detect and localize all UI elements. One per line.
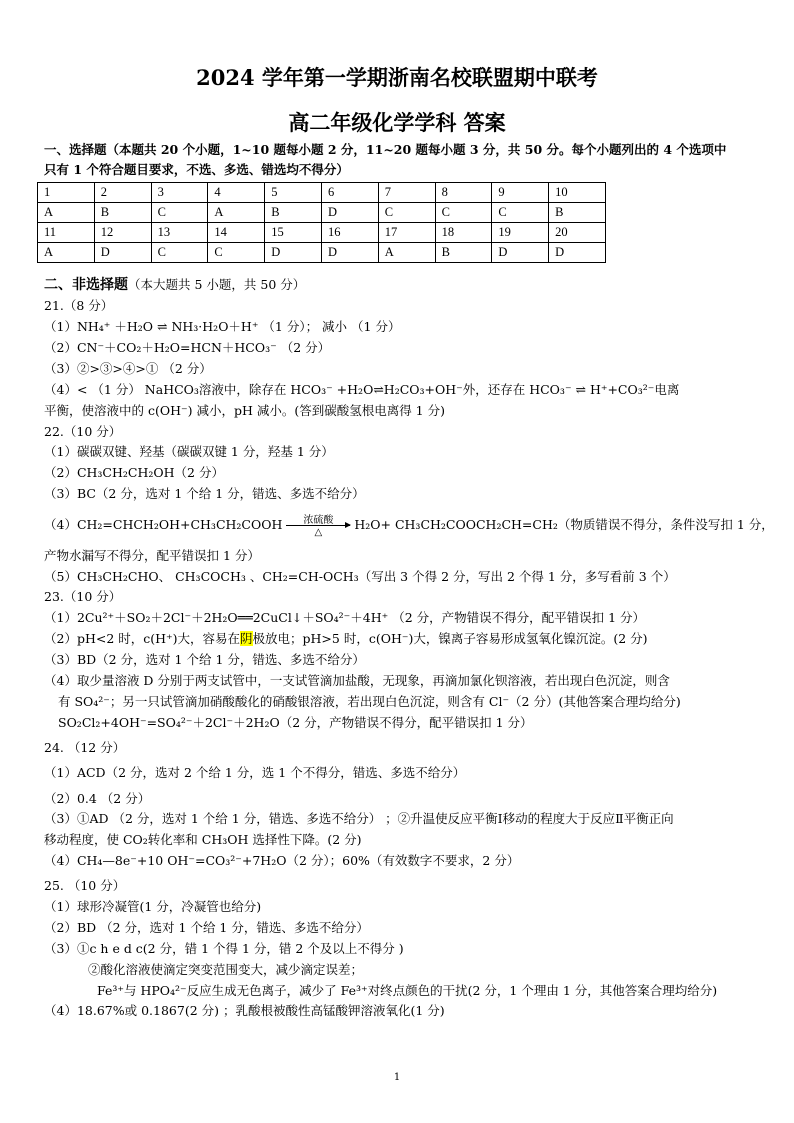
q21-answer-1: （1）NH₄⁺ ＋H₂O ⇌ NH₃·H₂O＋H⁺ （1 分）； 减小 （1 分） <box>44 319 401 334</box>
table-cell: C <box>208 243 265 263</box>
q23-answer-4: （4）取少量溶液 D 分别于两支试管中，一支试管滴加盐酸，无现象，再滴加氯化钡溶液，若出现白色沉淀，则含 <box>44 673 670 688</box>
q25-answer-3-reason1: ②酸化溶液使滴定突变范围变大，减少滴定误差； <box>88 962 364 977</box>
q24-answer-1: （1）ACD（2 分，选对 2 个给 1 分，选 1 个不得分，错选、多选不给分） <box>44 765 466 780</box>
q24-answer-3-cont: 移动程度，使 CO₂转化率和 CH₃OH 选择性下降。(2 分) <box>44 832 362 847</box>
q22-products: H₂O+ CH₃CH₂COOCH₂CH=CH₂（物质错误不得分，条件没写扣 1 分， <box>354 517 774 532</box>
section1-heading-line1: 一、选择题（本题共 20 个小题，1~10 题每小题 2 分，11~20 题每小题 3 分，共 50 分。每个小题列出的 4 个选项中 <box>44 142 727 157</box>
q21-heading: 21.（8 分） <box>44 298 114 313</box>
q22-answer-4-cont: 产物水漏写不得分，配平错误扣 1 分） <box>44 548 260 563</box>
answer-table <box>37 182 606 263</box>
table-cell: 4 <box>208 183 265 203</box>
section2-heading <box>44 276 752 294</box>
table-cell: B <box>549 203 606 223</box>
q21-answer-3: （3）②>③>④>① （2 分） <box>44 361 212 376</box>
table-cell: D <box>549 243 606 263</box>
q25-answer-1: （1）球形冷凝管(1 分，冷凝管也给分) <box>44 899 262 914</box>
table-cell: 2 <box>94 183 151 203</box>
table-cell: 19 <box>492 223 549 243</box>
table-cell: 13 <box>151 223 208 243</box>
section1-heading-line2: 只有 1 个符合题目要求，不选、多选、错选均不得分） <box>44 162 349 177</box>
table-cell: 5 <box>265 183 322 203</box>
table-cell: 18 <box>435 223 492 243</box>
table-cell: C <box>492 203 549 223</box>
section2-title: 二、非选择题 <box>44 277 128 293</box>
table-row <box>38 223 606 243</box>
table-row <box>38 203 606 223</box>
q23-answer-4-equation: SO₂Cl₂+4OH⁻=SO₄²⁻＋2Cl⁻＋2H₂O（2 分，产物错误不得分，配平错误扣 1 分） <box>58 715 533 730</box>
table-cell: 6 <box>321 183 378 203</box>
table-cell: 15 <box>265 223 322 243</box>
table-cell: A <box>378 243 435 263</box>
q23-answer-4-cont: 有 SO₄²⁻；另一只试管滴加硝酸酸化的硝酸银溶液，若出现白色沉淀，则含有 Cl⁻（2 分）(其他答案合理均给分) <box>58 694 681 709</box>
table-cell: D <box>321 203 378 223</box>
table-row <box>38 243 606 263</box>
reaction-condition-arrow <box>286 515 350 538</box>
table-cell: A <box>208 203 265 223</box>
table-cell: 3 <box>151 183 208 203</box>
table-cell: D <box>492 243 549 263</box>
table-cell: A <box>38 203 95 223</box>
table-cell: 17 <box>378 223 435 243</box>
table-cell: C <box>151 203 208 223</box>
table-cell: B <box>435 243 492 263</box>
q25-heading: 25. （10 分） <box>44 878 126 893</box>
table-cell: D <box>321 243 378 263</box>
table-cell: 8 <box>435 183 492 203</box>
table-cell: 1 <box>38 183 95 203</box>
table-row <box>38 183 606 203</box>
table-cell: 20 <box>549 223 606 243</box>
table-cell: C <box>435 203 492 223</box>
q25-answer-2: （2）BD （2 分，选对 1 个给 1 分，错选、多选不给分） <box>44 920 369 935</box>
q24-heading: 24. （12 分） <box>44 740 126 755</box>
q23-answer-1: （1）2Cu²⁺＋SO₂＋2Cl⁻＋2H₂O══2CuCl↓＋SO₄²⁻＋4H⁺ （2 分，产物错误不得分，配平错误扣 1 分） <box>44 610 646 625</box>
table-cell: 7 <box>378 183 435 203</box>
q22-answer-1: （1）碳碳双键、羟基（碳碳双键 1 分，羟基 1 分） <box>44 444 334 459</box>
q21-answer-2: （2）CN⁻＋CO₂＋H₂O=HCN＋HCO₃⁻ （2 分） <box>44 340 331 355</box>
table-cell: 10 <box>549 183 606 203</box>
condition-catalyst: 浓硫酸 <box>303 515 334 526</box>
highlighted-text: 阴 <box>240 631 253 646</box>
page-title: 2024 学年第一学期浙南名校联盟期中联考 <box>196 65 598 90</box>
q22-heading: 22.（10 分） <box>44 424 122 439</box>
table-cell: 11 <box>38 223 95 243</box>
q23-answer-2-part1: （2）pH<2 时，c(H⁺)大，容易在 <box>44 631 241 646</box>
q24-answer-4: （4）CH₄—8e⁻+10 OH⁻=CO₃²⁻+7H₂O（2 分）；60%（有效数字不要求，2 分） <box>44 853 520 868</box>
table-cell: C <box>378 203 435 223</box>
table-cell: 9 <box>492 183 549 203</box>
q22-reactants: （4）CH₂=CHCH₂OH+CH₃CH₂COOH <box>44 517 283 532</box>
page-number: 1 <box>393 1072 401 1083</box>
table-cell: 16 <box>321 223 378 243</box>
table-cell: 14 <box>208 223 265 243</box>
table-cell: C <box>151 243 208 263</box>
table-cell: B <box>94 203 151 223</box>
table-cell: B <box>265 203 322 223</box>
table-cell: D <box>94 243 151 263</box>
q23-answer-3: （3）BD（2 分，选对 1 个给 1 分，错选、多选不给分） <box>44 652 365 667</box>
q24-answer-3: （3）①AD （2 分，选对 1 个给 1 分，错选、多选不给分） ；②升温使反应平衡Ⅰ移动的程度大于反应Ⅱ平衡正向 <box>44 811 674 826</box>
q25-answer-3-reason2: Fe³⁺与 HPO₄²⁻反应生成无色离子，减少了 Fe³⁺对终点颜色的干扰(2 分，1 个理由 1 分，其他答案合理均给分) <box>97 983 718 998</box>
q22-answer-2: （2）CH₃CH₂CH₂OH（2 分） <box>44 465 224 480</box>
table-cell: D <box>265 243 322 263</box>
q24-answer-2: （2）0.4 （2 分） <box>44 791 151 806</box>
q22-answer-3: （3）BC（2 分，选对 1 个给 1 分，错选、多选不给分） <box>44 486 365 501</box>
section2-note: （本大题共 5 小题，共 50 分） <box>128 277 306 292</box>
q23-answer-2-part2: 极放电；pH>5 时，c(OH⁻)大，镍离子容易形成氢氧化镍沉淀。(2 分) <box>252 631 648 646</box>
q22-answer-5: （5）CH₃CH₂CHO、 CH₃COCH₃ 、CH₂=CH-OCH₃（写出 3 个得 2 分，写出 2 个得 1 分，多写看前 3 个） <box>44 569 676 584</box>
q25-answer-4: （4）18.67%或 0.1867(2 分) ；乳酸根被酸性高锰酸钾溶液氧化(1 分) <box>44 1003 445 1018</box>
table-cell: A <box>38 243 95 263</box>
q22-answer-4 <box>44 515 774 538</box>
q21-answer-4-cont: 平衡，使溶液中的 c(OH⁻) 减小，pH 减小。(答到碳酸氢根电离得 1 分) <box>44 403 445 418</box>
table-cell: 12 <box>94 223 151 243</box>
q23-heading: 23.（10 分） <box>44 589 122 604</box>
q25-answer-3: （3）①c h e d c(2 分，错 1 个得 1 分，错 2 个及以上不得分 ) <box>44 941 404 956</box>
q21-answer-4: （4）< （1 分） NaHCO₃溶液中，除存在 HCO₃⁻ +H₂O⇌H₂CO₃+OH⁻外，还存在 HCO₃⁻ ⇌ H⁺+CO₃²⁻电离 <box>44 382 680 397</box>
q23-answer-2 <box>44 630 752 648</box>
condition-heat: △ <box>314 527 323 538</box>
page-subtitle: 高二年级化学学科 答案 <box>288 110 506 135</box>
